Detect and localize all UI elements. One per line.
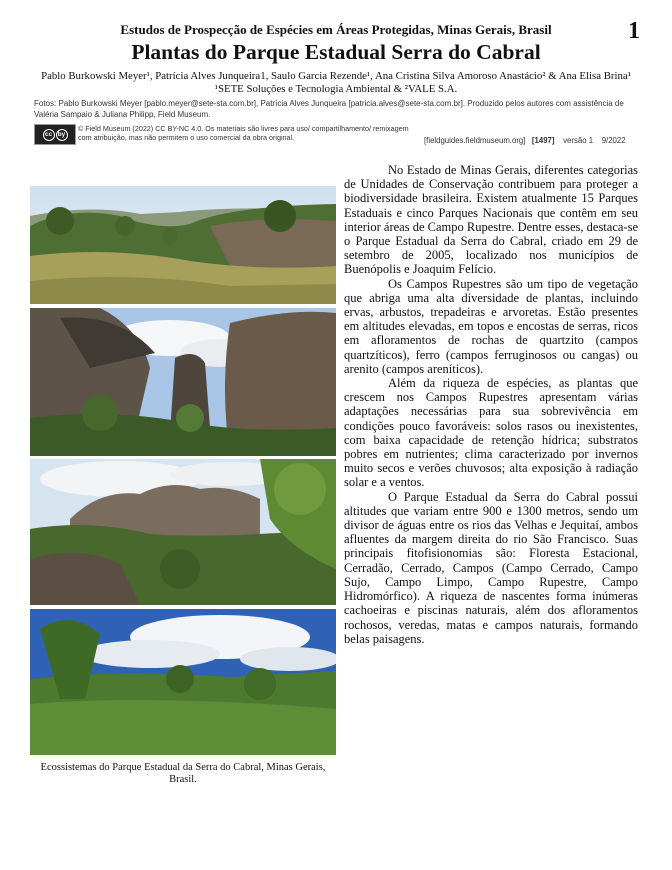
paragraph-3: Além da riqueza de espécies, as plantas que crescem nos Campos Rupestres apresentam várias adaptações necessárias para sua sobrevivência em condições pouco favoráveis: solos rasos ou inexistentes, com baixa capacidade de retenção hídrica; substratos pobres em nutrientes; clima caracterizado por invernos muito secos e verões chuvosos; alta exposição à radiação solar e a ventos. — [344, 376, 638, 490]
by-icon: by — [56, 129, 68, 141]
version-label: versão 1 — [563, 136, 594, 145]
page-number: 1 — [628, 18, 640, 44]
license-text: © Field Museum (2022) CC BY-NC 4.0. Os materiais são livres para uso/ compartilhamento/ remixagem com atribuição, mas não permitem o uso comercial da obra original. — [78, 124, 409, 142]
site-link[interactable]: [fieldguides.fieldmuseum.org] — [424, 136, 526, 145]
photo-quartzite-rock-walls — [30, 308, 336, 456]
authors — [10, 70, 662, 96]
license-block — [34, 124, 639, 148]
paragraph-1: No Estado de Minas Gerais, diferentes categorias de Unidades de Conservação contribuem para proteger a biodiversidade brasileira. Existem atualmente 15 Parques Estaduais e cinco Parques Nacionais que contêm em seu interior áreas de Campo Rupestre. Dentre esses, destaca-se o Parque Estadual da Serra do Cabral, criado em 29 de setembro de 2005, localizado nos municípios de Buenópolis e Joaquim Felício. — [344, 163, 638, 277]
paragraph-2: Os Campos Rupestres são um tipo de vegetação que abriga uma alta diversidade de plantas, incluindo ervas, arbustos, trepadeiras e arvoretas. Estão presentes em altitudes elevadas, em topos e encostas de serras, ricos em afloramentos de rochas de quartzito (campos quartzíticos), ferro (campos ferruginosos ou cangas) ou arenito (campos areníticos). — [344, 276, 638, 376]
paragraph-4: O Parque Estadual da Serra do Cabral possui altitudes que variam entre 900 e 1300 metros, sendo um divisor de águas entre os rios das Velhas e Jequitaí, ambos afluentes da margem direita do rio São Francisco. Suas principais fitofisionomias são: Floresta Estacional, Cerradão, Cerrado, Campos (Campo Cerrado, Campo Sujo, Campo Limpo, Campo Rupestre, Campo Hidromórfico). A riqueza de nascentes forma inúmeras cachoeiras e piscinas naturais, além dos afloramentos rochosos, veredas, matas e campos naturais, formando belas paisagens. — [344, 489, 638, 646]
authors-names: Pablo Burkowski Meyer¹, Patrícia Alves Junqueira1, Saulo Garcia Rezende¹, Ana Cristina Silva Amoroso Anastácio² & Ana Elisa Brina¹ — [41, 70, 631, 82]
cc-license-badge-icon[interactable] — [34, 124, 76, 145]
date-label: 9/2022 — [601, 136, 626, 145]
cc-icon: cc — [43, 129, 55, 141]
body-text — [344, 163, 638, 646]
photo-rocky-ridge-vegetation — [30, 459, 336, 605]
authors-affiliations: ¹SETE Soluções e Tecnologia Ambiental & ²VALE S.A. — [214, 83, 458, 95]
guide-number: [1497] — [531, 136, 555, 145]
guide-meta — [424, 136, 626, 145]
photo-credits: Fotos: Pablo Burkowski Meyer [pablo.meyer@sete-sta.com.br], Patrícia Alves Junqueira [patricia.alves@sete-sta.com.br]. Produzido pelos autores com assistência de Valéria Sampaio & Juliana Philipp, Field Museum. — [34, 99, 624, 119]
photo-cerrado-landscape — [30, 609, 336, 755]
photo-caption: Ecossistemas do Parque Estadual da Serra do Cabral, Minas Gerais, Brasil. — [40, 762, 326, 785]
series-title: Estudos de Prospecção de Espécies em Áreas Protegidas, Minas Gerais, Brasil — [120, 22, 552, 37]
page-title: Plantas do Parque Estadual Serra do Cabral — [131, 40, 541, 64]
photo-campo-rupestre-valley — [30, 186, 336, 304]
